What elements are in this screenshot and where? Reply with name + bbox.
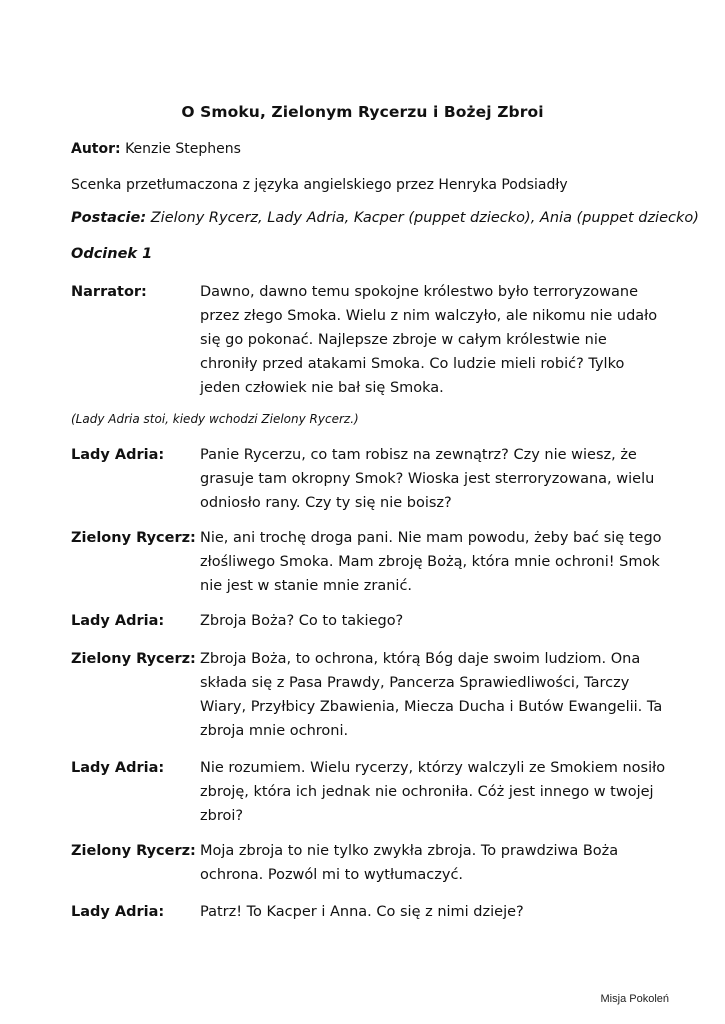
characters-line [71,210,699,226]
speech-text: Nie rozumiem. Wielu rycerzy, którzy walczyli ze Smokiem nosiło zbroję, która ich jednak nie ochroniła. Cóż jest innego w twojej zbroi? [200,760,666,824]
translation-note: Scenka przetłumaczona z języka angielskiego przez Henryka Podsiadły [71,177,568,193]
author-label: Autor: [71,141,121,157]
page-footer: Misja Pokoleń [600,993,669,1005]
speaker-name: Zielony Rycerz: [71,843,196,859]
speaker-name: Zielony Rycerz: [71,530,196,546]
speech-text: Zbroja Boża? Co to takiego? [200,613,404,629]
characters-list: Zielony Rycerz, Lady Adria, Kacper (puppet dziecko), Ania (puppet dziecko) [150,210,699,226]
speech-text: Dawno, dawno temu spokojne królestwo było terroryzowane przez złego Smoka. Wielu z nim walczyło, ale nikomu nie udało się go pokonać. Najlepsze zbroje w całym królestwie nie chroniły przed atakami Smoka. Co ludzie mieli robić? Tylko jeden człowiek nie bał się Smoka. [200,284,658,396]
author-line [71,141,241,157]
speech-text: Nie, ani trochę droga pani. Nie mam powodu, żeby bać się tego złośliwego Smoka. Mam zbroję Bożą, która mnie ochroni! Smok nie jest w stanie mnie zranić. [200,530,662,594]
speech-text: Patrz! To Kacper i Anna. Co się z nimi dzieje? [200,904,524,920]
speech-text: Panie Rycerzu, co tam robisz na zewnątrz? Czy nie wiesz, że grasuje tam okropny Smok? Wioska jest sterroryzowana, wielu odniosło rany. Czy ty się nie boisz? [200,447,655,511]
speaker-name: Zielony Rycerz: [71,651,196,667]
episode-heading: Odcinek 1 [71,246,153,262]
speech-text: Moja zbroja to nie tylko zwykła zbroja. To prawdziwa Boża ochrona. Pozwól mi to wytłumaczyć. [200,843,619,883]
characters-label: Postacie: [71,210,147,226]
speech-text: Zbroja Boża, to ochrona, którą Bóg daje swoim ludziom. Ona składa się z Pasa Prawdy, Pancerza Sprawiedliwości, Tarczy Wiary, Przyłbicy Zbawienia, Miecza Ducha i Butów Ewangelii. Ta zbroja mnie ochroni. [200,651,663,739]
author-name: Kenzie Stephens [125,141,241,157]
stage-direction: (Lady Adria stoi, kiedy wchodzi Zielony Rycerz.) [71,412,359,426]
speaker-name: Lady Adria: [71,760,165,776]
speaker-name: Lady Adria: [71,447,165,463]
speaker-name: Lady Adria: [71,904,165,920]
speaker-name: Lady Adria: [71,613,165,629]
document-title: O Smoku, Zielonym Rycerzu i Bożej Zbroi [181,103,544,121]
speaker-name: Narrator: [71,284,147,300]
